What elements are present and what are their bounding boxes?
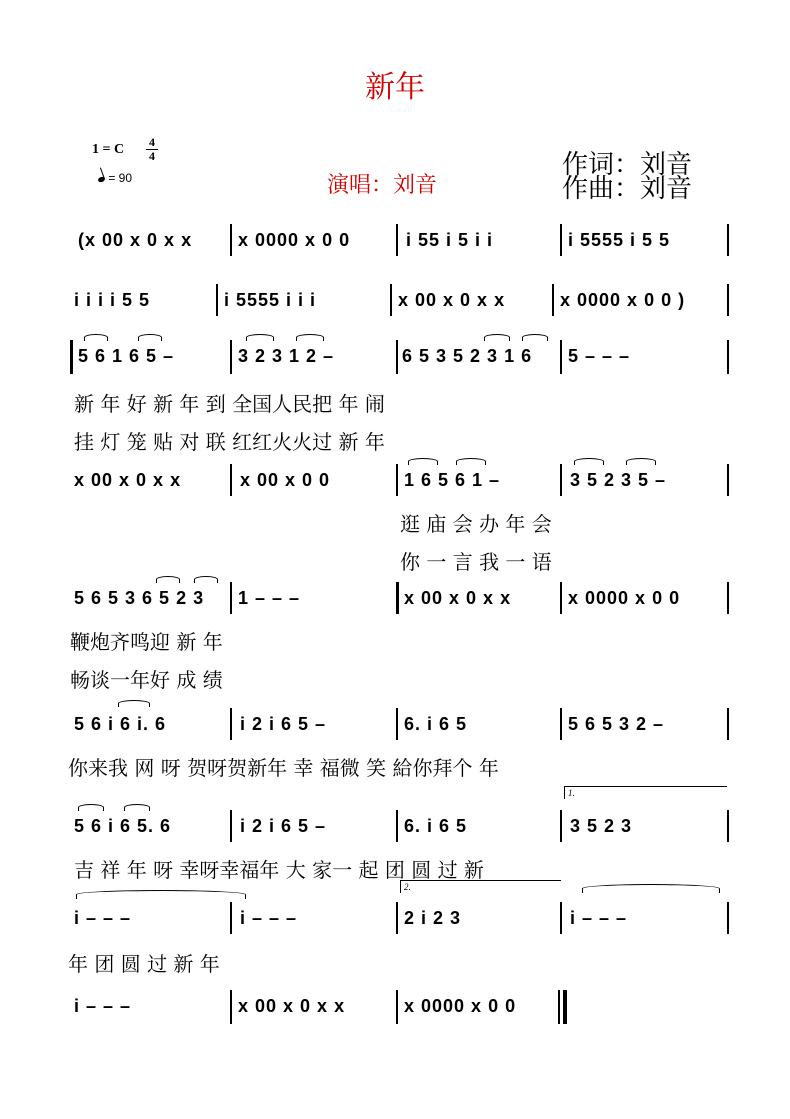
slur	[246, 334, 274, 341]
measure: x 0000 x 0 0 )	[560, 290, 686, 310]
barline	[727, 284, 729, 316]
measure: 3 5 2 3	[570, 816, 633, 836]
barline	[727, 810, 729, 842]
tempo-marking	[98, 171, 132, 185]
barline	[560, 224, 562, 256]
lyric-line: 你来我 网 呀 贺呀贺新年 幸 福微 笑 給你拜个 年	[68, 756, 499, 780]
barline	[216, 284, 218, 316]
barline	[396, 990, 398, 1024]
lyric-line: 新 年 好 新 年 到 全国人民把 年 闹	[74, 392, 385, 416]
barline	[230, 708, 232, 740]
barline	[396, 708, 398, 740]
measure: i – – –	[570, 908, 628, 928]
lyric-line: 逛 庙 会 办 年 会	[400, 512, 552, 536]
slur	[626, 458, 656, 465]
barline	[230, 464, 232, 496]
measure: x 0000 x 0 0	[238, 230, 351, 250]
barline	[727, 708, 729, 740]
measure: 3 2 3 1 2 –	[238, 346, 335, 366]
slur	[296, 334, 324, 341]
barline	[230, 224, 232, 256]
lyric-line: 畅谈一年好 成 绩	[70, 668, 223, 692]
measure: i 2 i 6 5 –	[240, 816, 327, 836]
slur	[408, 458, 438, 465]
measure: i 5555 i 5 5	[568, 230, 671, 250]
barline	[552, 284, 554, 316]
measure: i i i i 5 5	[74, 290, 151, 310]
barline	[230, 340, 232, 374]
time-sig-top: 4	[149, 135, 155, 149]
barline	[396, 902, 398, 934]
second-ending-bracket	[400, 880, 561, 893]
second-ending-number: 2.	[404, 882, 411, 892]
barline	[727, 902, 729, 934]
barline	[560, 810, 562, 842]
slur	[78, 804, 104, 811]
first-ending-number: 1.	[568, 788, 575, 798]
barline	[396, 464, 398, 496]
repeat-end-barline	[396, 582, 399, 614]
barline	[230, 902, 232, 934]
singer-credit: 演唱：刘音	[327, 173, 438, 198]
key-signature: 1 = C	[92, 142, 125, 157]
measure: 1 – – –	[238, 588, 301, 608]
slur	[118, 700, 150, 707]
tie	[76, 890, 246, 899]
measure: x 00 x 0 x x	[404, 588, 512, 608]
measure: i 5555 i i i	[224, 290, 317, 310]
measure: 1 6 5 6 1 –	[404, 470, 501, 490]
tie	[582, 884, 720, 893]
measure: 3 5 2 3 5 –	[570, 470, 667, 490]
slur	[456, 458, 486, 465]
barline	[727, 224, 729, 256]
measure: 6. i 6 5	[404, 714, 468, 734]
barline	[560, 464, 562, 496]
measure: 5 6 i 6 i. 6	[74, 714, 167, 734]
slur	[84, 334, 108, 341]
time-signature	[146, 136, 158, 163]
final-barline-thin	[558, 990, 560, 1024]
measure: x 00 x 0 x x	[398, 290, 506, 310]
measure: 2 i 2 3	[404, 908, 462, 928]
barline	[230, 990, 232, 1024]
barline	[560, 902, 562, 934]
slur	[194, 576, 218, 583]
barline	[230, 582, 232, 614]
time-sig-bottom: 4	[149, 149, 155, 163]
measure: 5 6 5 3 2 –	[568, 714, 665, 734]
measure: 5 6 i 6 5. 6	[74, 816, 172, 836]
lyric-line: 年 团 圆 过 新 年	[68, 952, 220, 976]
measure: i – – –	[240, 908, 298, 928]
measure: 5 6 1 6 5 –	[78, 346, 175, 366]
lyric-line: 挂 灯 笼 贴 对 联 红红火火过 新 年	[74, 430, 385, 454]
lyricist-credit: 作词：刘音	[562, 150, 693, 180]
measure: 5 6 5 3 6 5 2 3	[74, 588, 205, 608]
measure: x 0000 x 0 0	[404, 996, 517, 1016]
measure: i 2 i 6 5 –	[240, 714, 327, 734]
barline	[396, 810, 398, 842]
measure: x 0000 x 0 0	[568, 588, 681, 608]
measure: i – – –	[74, 908, 132, 928]
measure: 6 5 3 5 2 3 1 6	[402, 346, 533, 366]
lyric-line: 鞭炮齐鸣迎 新 年	[70, 630, 223, 654]
song-title: 新年	[365, 70, 425, 105]
measure: (x 00 x 0 x x	[78, 230, 193, 250]
measure: 5 – – –	[568, 346, 631, 366]
barline	[230, 810, 232, 842]
barline	[396, 224, 398, 256]
barline	[727, 464, 729, 496]
barline	[727, 340, 729, 374]
final-barline-thick	[563, 990, 567, 1024]
measure: x 00 x 0 0	[240, 470, 331, 490]
quarter-note-icon	[97, 176, 105, 183]
slur	[138, 334, 162, 341]
barline	[560, 582, 562, 614]
barline	[390, 284, 392, 316]
lyric-line: 你 一 言 我 一 语	[400, 550, 552, 574]
measure: 6. i 6 5	[404, 816, 468, 836]
slur	[522, 334, 548, 341]
first-ending-bracket	[564, 786, 727, 799]
lyric-line: 吉 祥 年 呀 幸呀幸福年 大 家一 起 团 圆 过 新	[74, 858, 484, 882]
slur	[156, 576, 180, 583]
measure: x 00 x 0 x x	[74, 470, 182, 490]
measure: i 55 i 5 i i	[406, 230, 494, 250]
slur	[574, 458, 604, 465]
tempo-value: = 90	[108, 171, 133, 185]
measure: x 00 x 0 x x	[238, 996, 346, 1016]
composer-credit: 作曲：刘音	[562, 174, 693, 204]
measure: i – – –	[74, 996, 132, 1016]
slur	[484, 334, 510, 341]
barline	[396, 340, 398, 374]
barline	[560, 340, 562, 374]
slur	[124, 804, 150, 811]
repeat-start-barline	[70, 340, 73, 374]
barline	[560, 708, 562, 740]
barline	[727, 582, 729, 614]
